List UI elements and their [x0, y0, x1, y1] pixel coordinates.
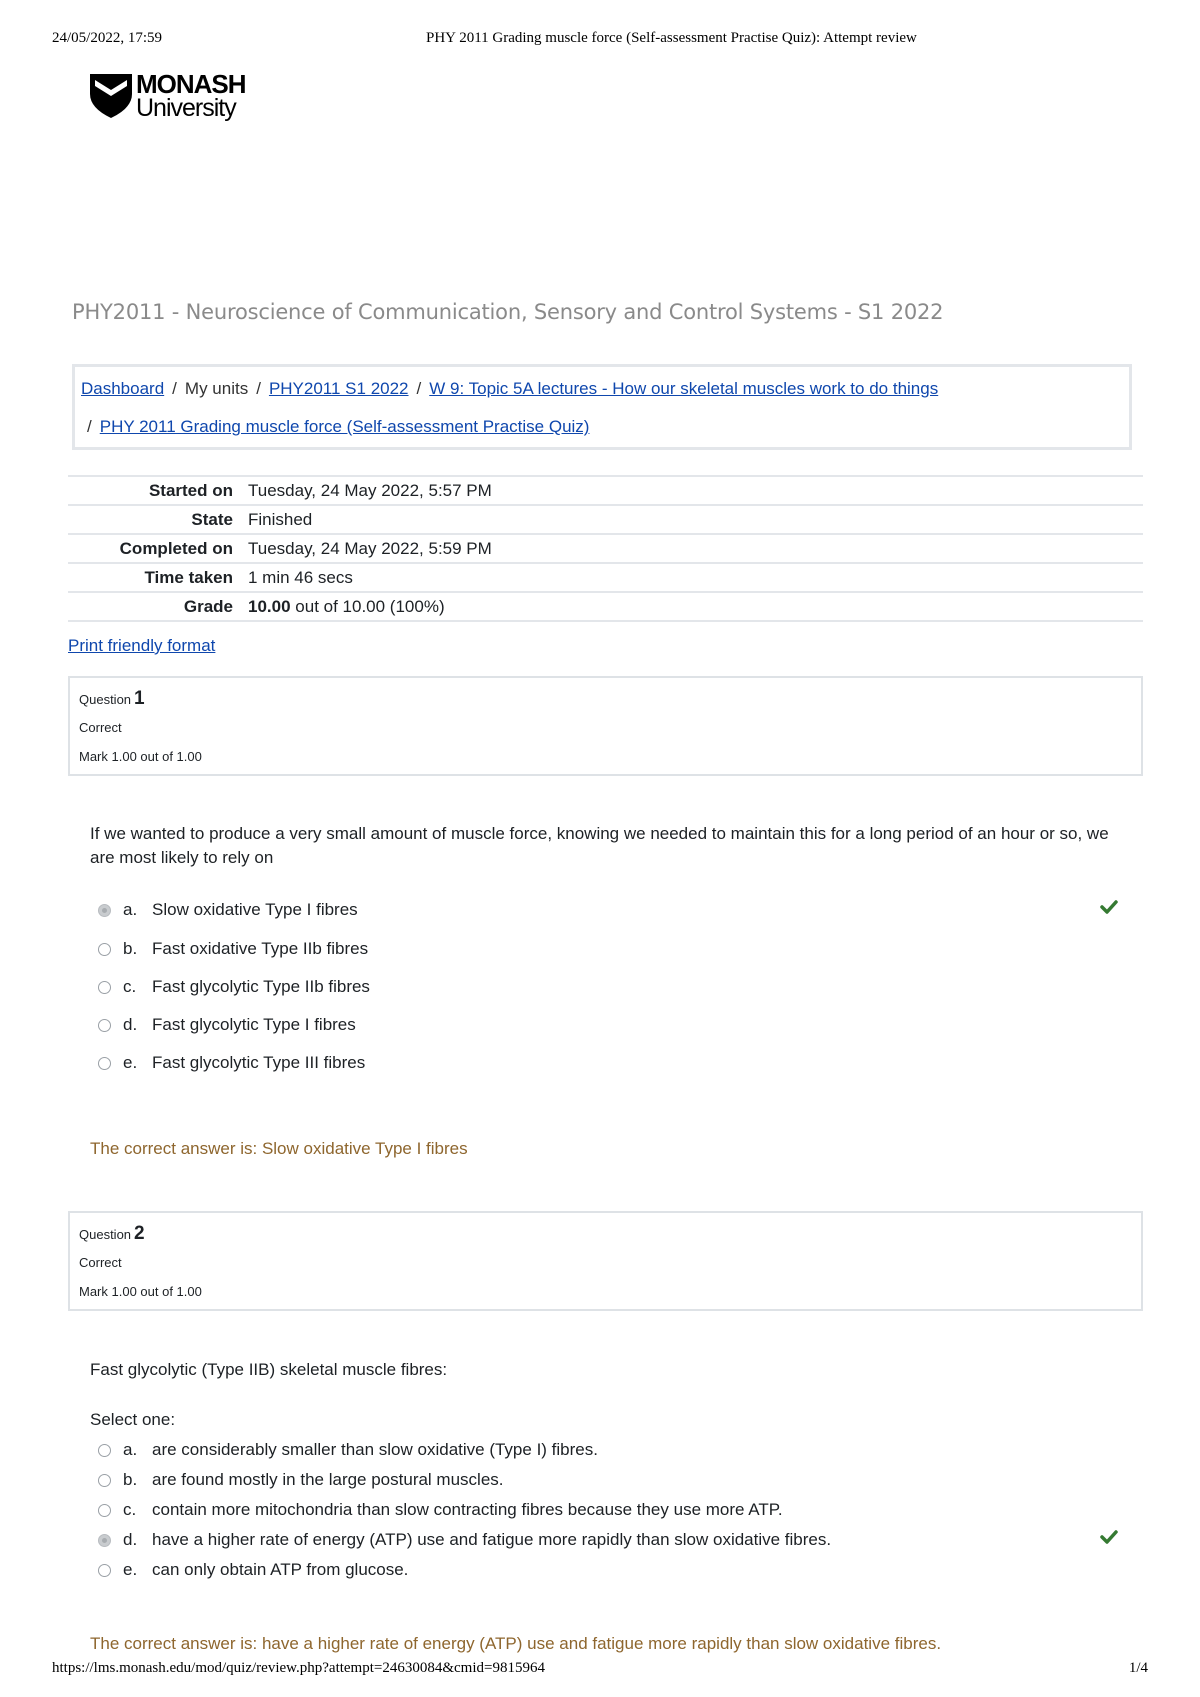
breadcrumb-my-units: My units — [184, 379, 249, 398]
radio-checked[interactable] — [98, 904, 111, 917]
print-header — [52, 30, 1148, 50]
breadcrumb-separator: / — [256, 379, 261, 398]
question-2-feedback: The correct answer is: have a higher rate of energy (ATP) use and fatigue more rapidly than slow oxidative fibres. — [90, 1634, 942, 1653]
summary-label: State — [191, 510, 233, 529]
summary-value — [248, 593, 445, 620]
summary-label: Started on — [148, 481, 233, 500]
q2-answer-a[interactable]: a. are considerably smaller than slow oxidative (Type I) fibres. — [98, 1440, 1118, 1466]
question-1-feedback: The correct answer is: Slow oxidative Type I fibres — [90, 1139, 468, 1158]
logo-word-monash: MONASH — [136, 69, 246, 99]
breadcrumb-week[interactable]: W 9: Topic 5A lectures - How our skeletal muscles work to do things — [429, 379, 939, 398]
summary-row-completed — [68, 533, 1143, 562]
check-icon — [1100, 1528, 1118, 1546]
summary-label: Completed on — [119, 539, 233, 558]
summary-row-grade — [68, 591, 1143, 622]
question-state: Correct — [79, 1255, 122, 1270]
print-friendly-link[interactable]: Print friendly format — [68, 636, 216, 655]
breadcrumb — [72, 364, 1132, 450]
question-1-text: If we wanted to produce a very small amount of muscle force, knowing we needed to maintain this for a long period of an hour or so, we are most likely to rely on — [90, 824, 1109, 867]
q1-answer-c[interactable]: c. Fast glycolytic Type IIb fibres — [98, 977, 1118, 1003]
question-2-text: Fast glycolytic (Type IIB) skeletal muscle fibres: — [90, 1360, 448, 1379]
summary-label: Time taken — [144, 568, 233, 587]
radio[interactable] — [98, 1057, 111, 1070]
breadcrumb-dashboard[interactable]: Dashboard — [81, 379, 165, 398]
radio[interactable] — [98, 943, 111, 956]
question-state: Correct — [79, 720, 122, 735]
summary-value: Finished — [248, 510, 313, 529]
summary-label: Grade — [183, 597, 233, 616]
print-page-number: 1/4 — [1128, 1660, 1148, 1676]
print-footer — [52, 1660, 1148, 1680]
summary-value: 1 min 46 secs — [248, 568, 353, 587]
question-1-info — [68, 676, 1143, 776]
breadcrumb-quiz[interactable]: PHY 2011 Grading muscle force (Self-assessment Practise Quiz) — [99, 417, 590, 436]
breadcrumb-unit[interactable]: PHY2011 S1 2022 — [268, 379, 409, 398]
radio[interactable] — [98, 1504, 111, 1517]
print-title: PHY 2011 Grading muscle force (Self-assessment Practise Quiz): Attempt review — [426, 30, 917, 46]
print-url: https://lms.monash.edu/mod/quiz/review.php?attempt=24630084&cmid=9815964 — [52, 1660, 545, 1676]
grade-score: 10.00 — [248, 597, 291, 616]
summary-row-started — [68, 475, 1143, 504]
radio[interactable] — [98, 1444, 111, 1457]
summary-value: Tuesday, 24 May 2022, 5:57 PM — [248, 481, 492, 500]
check-icon — [1100, 898, 1118, 916]
summary-row-time — [68, 562, 1143, 591]
print-date: 24/05/2022, 17:59 — [52, 30, 163, 46]
q2-answer-e[interactable]: e. can only obtain ATP from glucose. — [98, 1560, 1118, 1586]
q1-answer-b[interactable]: b. Fast oxidative Type IIb fibres — [98, 939, 1118, 965]
question-mark: Mark 1.00 out of 1.00 — [79, 749, 202, 764]
breadcrumb-separator: / — [416, 379, 422, 398]
radio[interactable] — [98, 1564, 111, 1577]
summary-row-state — [68, 504, 1143, 533]
q2-answer-c[interactable]: c. contain more mitochondria than slow contracting fibres because they use more ATP. — [98, 1500, 1118, 1526]
q1-answer-d[interactable]: d. Fast glycolytic Type I fibres — [98, 1015, 1118, 1041]
monash-logo[interactable] — [90, 70, 270, 122]
breadcrumb-separator: / — [87, 417, 92, 436]
grade-rest: out of 10.00 (100%) — [295, 597, 445, 616]
breadcrumb-separator: / — [172, 379, 177, 398]
radio[interactable] — [98, 1019, 111, 1032]
q1-answer-e[interactable]: e. Fast glycolytic Type III fibres — [98, 1053, 1118, 1079]
question-number: Question 2 — [79, 1223, 145, 1244]
summary-value: Tuesday, 24 May 2022, 5:59 PM — [248, 539, 492, 558]
page-title: PHY2011 - Neuroscience of Communication, Sensory and Control Systems - S1 2022 — [72, 300, 944, 324]
question-number: Question 1 — [79, 688, 145, 709]
q2-answer-b[interactable]: b. are found mostly in the large postural muscles. — [98, 1470, 1118, 1496]
shield-icon — [90, 72, 132, 118]
radio[interactable] — [98, 981, 111, 994]
question-2-info — [68, 1211, 1143, 1311]
q1-answer-a[interactable]: a. Slow oxidative Type I fibres — [98, 900, 1118, 926]
radio[interactable] — [98, 1474, 111, 1487]
q2-answer-d[interactable]: d. have a higher rate of energy (ATP) use and fatigue more rapidly than slow oxidative fibres. — [98, 1530, 1118, 1556]
logo-word-university: University — [136, 94, 236, 122]
question-mark: Mark 1.00 out of 1.00 — [79, 1284, 202, 1299]
select-one-prompt: Select one: — [90, 1410, 176, 1429]
attempt-summary-table — [68, 475, 1143, 622]
radio-checked[interactable] — [98, 1534, 111, 1547]
